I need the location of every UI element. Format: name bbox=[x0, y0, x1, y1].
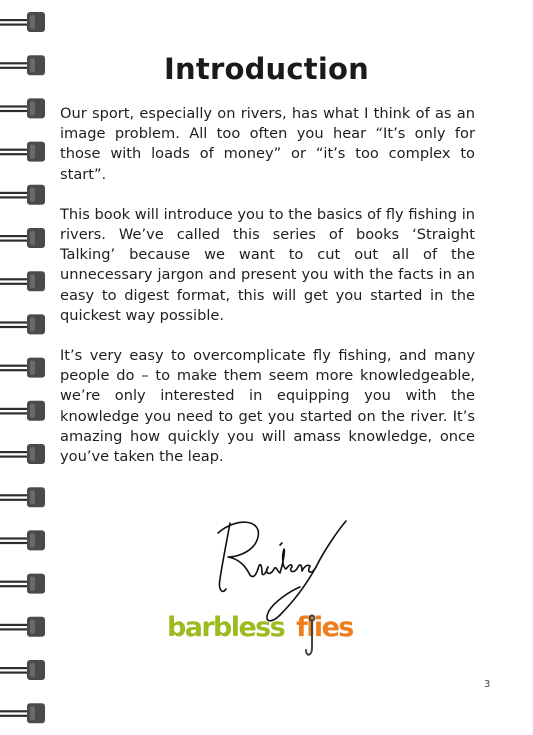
fish-hook-icon bbox=[304, 614, 318, 660]
page-number: 3 bbox=[484, 679, 491, 690]
binding-ring bbox=[0, 185, 45, 205]
binding-ring bbox=[0, 530, 45, 550]
spiral-binding bbox=[0, 0, 50, 735]
signature bbox=[200, 515, 350, 625]
binding-ring bbox=[0, 444, 45, 464]
barbless-flies-logo bbox=[167, 612, 387, 662]
binding-ring bbox=[0, 574, 45, 594]
binding-ring bbox=[0, 142, 45, 162]
binding-ring bbox=[0, 487, 45, 507]
binding-ring bbox=[0, 617, 45, 637]
binding-ring bbox=[0, 228, 45, 248]
paragraph-2: This book will introduce you to the basics of fly fishing in rivers. We’ve called this series of books ‘Straight Talking’ because we want to cut out all of the unnecessary jargon and present you with the facts in an easy to digest format, this will get you started in the quickest way possible. bbox=[60, 205, 475, 324]
binding-ring bbox=[0, 358, 45, 378]
binding-ring bbox=[0, 314, 45, 334]
binding-ring bbox=[0, 703, 45, 723]
binding-ring bbox=[0, 271, 45, 291]
logo-flies-text: flies bbox=[296, 612, 353, 643]
logo-barbless-text: barbless bbox=[167, 612, 285, 643]
spiral-binding-icon bbox=[0, 12, 45, 723]
binding-ring bbox=[0, 98, 45, 118]
binding-ring bbox=[0, 12, 45, 32]
binding-ring bbox=[0, 401, 45, 421]
paragraph-3: It’s very easy to overcomplicate fly fishing, and many people do – to make them seem more knowledgeable, we’re only interested in equipping you with the knowledge you need to get you started on the river. It’s amazing how quickly you will amass knowledge, once you’ve taken the leap. bbox=[60, 347, 475, 466]
paragraph-1: Our sport, especially on rivers, has what I think of as an image problem. All too often you hear “It’s only for those with loads of money” or “it’s too complex to start”. bbox=[60, 105, 475, 183]
page-title: Introduction bbox=[164, 52, 369, 86]
binding-ring bbox=[0, 660, 45, 680]
body-text bbox=[60, 104, 475, 487]
